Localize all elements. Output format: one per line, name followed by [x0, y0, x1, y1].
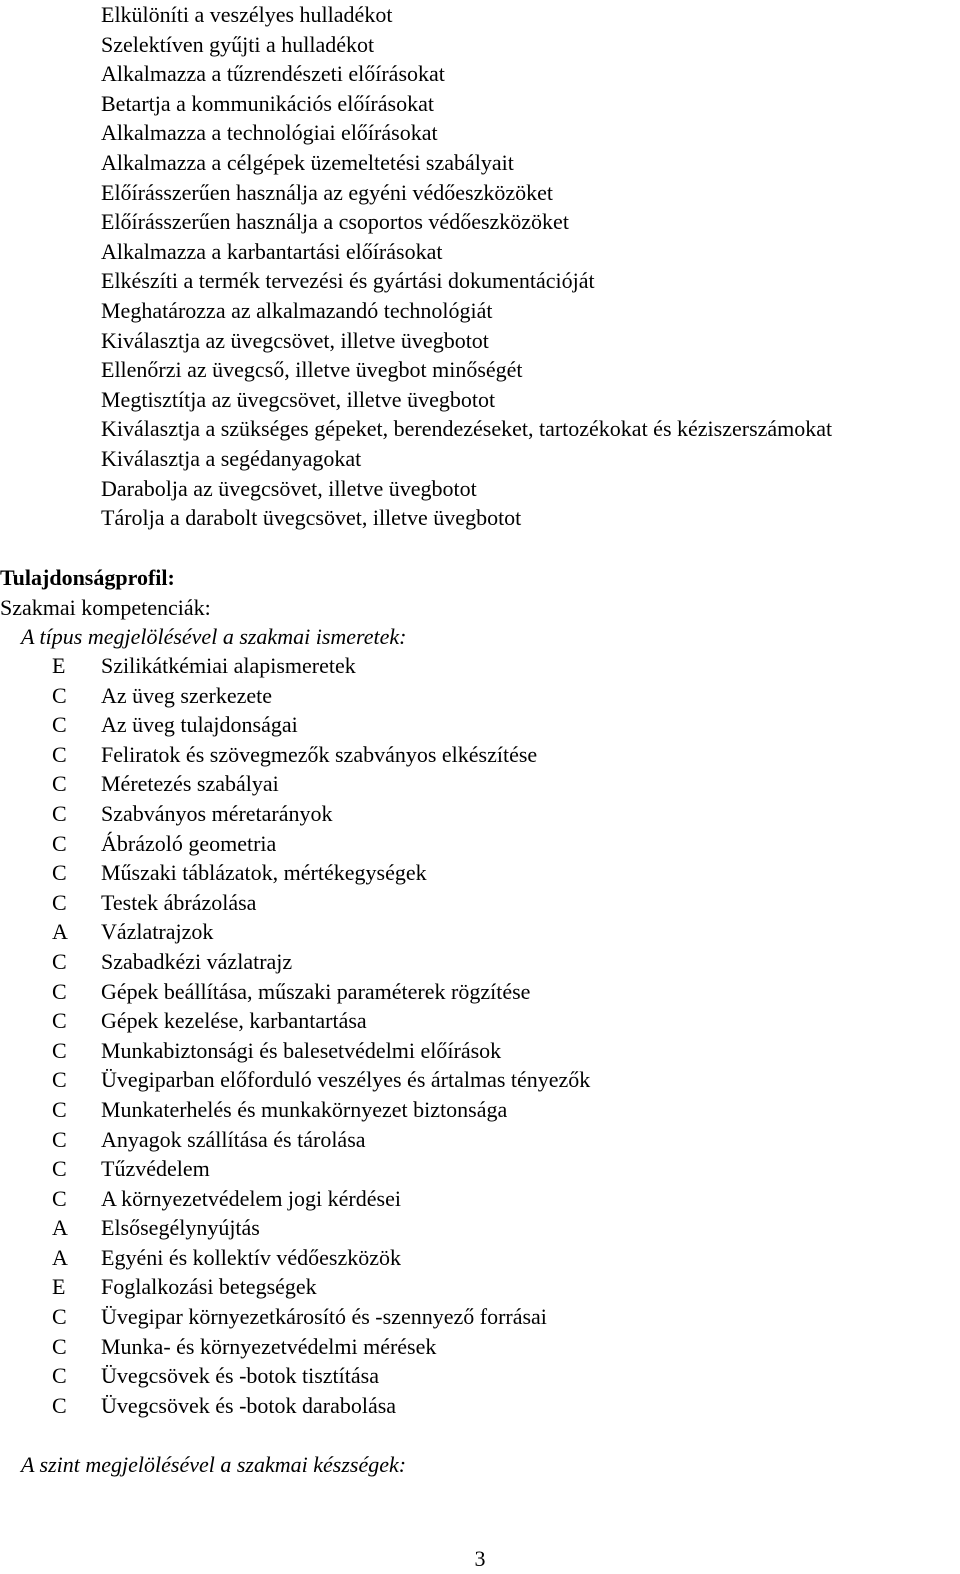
- task-item: Szelektíven gyűjti a hulladékot: [101, 31, 375, 57]
- knowledge-type: C: [52, 800, 67, 826]
- task-item: Darabolja az üvegcsövet, illetve üvegbotot: [101, 475, 477, 501]
- knowledge-type: C: [52, 1392, 67, 1418]
- knowledge-type: C: [52, 1037, 67, 1063]
- knowledge-text: Feliratok és szövegmezők szabványos elkészítése: [101, 741, 538, 767]
- knowledge-type: C: [52, 830, 67, 856]
- knowledge-type: C: [52, 741, 67, 767]
- knowledge-type: C: [52, 771, 67, 797]
- knowledge-type: E: [52, 1274, 66, 1300]
- knowledge-text: Szabványos méretarányok: [101, 800, 333, 826]
- knowledge-text: Méretezés szabályai: [101, 771, 279, 797]
- knowledge-heading: A típus megjelölésével a szakmai ismeretek:: [21, 624, 407, 649]
- knowledge-text: Anyagok szállítása és tárolása: [101, 1126, 366, 1152]
- knowledge-type: C: [52, 978, 67, 1004]
- task-item: Előírásszerűen használja az egyéni védőeszközöket: [101, 179, 554, 205]
- knowledge-type: C: [52, 1156, 67, 1182]
- knowledge-text: Testek ábrázolása: [101, 889, 257, 915]
- page-number: 3: [474, 1546, 486, 1571]
- task-item: Alkalmazza a technológiai előírásokat: [101, 120, 438, 146]
- knowledge-type: C: [52, 889, 67, 915]
- task-item: Alkalmazza a tűzrendészeti előírásokat: [101, 61, 445, 87]
- task-item: Elkülöníti a veszélyes hulladékot: [101, 2, 393, 27]
- task-item: Elkészíti a termék tervezési és gyártási dokumentációját: [101, 268, 595, 294]
- task-list: [101, 0, 832, 533]
- knowledge-type: C: [52, 860, 67, 886]
- knowledge-text: Ábrázoló geometria: [101, 830, 277, 856]
- knowledge-text: Gépek kezelése, karbantartása: [101, 1008, 367, 1034]
- knowledge-text: Elsősegélynyújtás: [101, 1215, 260, 1241]
- knowledge-text: Munka- és környezetvédelmi mérések: [101, 1333, 437, 1359]
- task-item: Kiválasztja a szükséges gépeket, berendezéseket, tartozékokat és kéziszerszámokat: [101, 416, 833, 442]
- knowledge-type: C: [52, 1333, 67, 1359]
- task-item: Ellenőrzi az üvegcső, illetve üvegbot minőségét: [101, 357, 523, 383]
- knowledge-type: C: [52, 948, 67, 974]
- knowledge-text: Üvegipar környezetkárosító és -szennyező forrásai: [101, 1304, 547, 1330]
- knowledge-type: C: [52, 1304, 67, 1330]
- knowledge-text: Az üveg tulajdonságai: [101, 712, 298, 738]
- knowledge-text: Gépek beállítása, műszaki paraméterek rögzítése: [101, 978, 531, 1004]
- knowledge-text: Vázlatrajzok: [101, 919, 214, 945]
- task-item: Megtisztítja az üvegcsövet, illetve üvegbotot: [101, 386, 496, 412]
- knowledge-type: C: [52, 712, 67, 738]
- knowledge-text: Üvegiparban előforduló veszélyes és ártalmas tényezők: [101, 1067, 591, 1093]
- knowledge-type: A: [52, 1244, 68, 1270]
- knowledge-type: C: [52, 1008, 67, 1034]
- knowledge-text: Az üveg szerkezete: [101, 682, 273, 708]
- knowledge-text: Egyéni és kollektív védőeszközök: [101, 1244, 401, 1270]
- knowledge-text: Üvegcsövek és -botok darabolása: [101, 1392, 397, 1418]
- knowledge-type: C: [52, 1067, 67, 1093]
- knowledge-type: C: [52, 1363, 67, 1389]
- knowledge-type: A: [52, 919, 68, 945]
- competencies-heading: Szakmai kompetenciák:: [0, 595, 211, 620]
- task-item: Meghatározza az alkalmazandó technológiát: [101, 297, 493, 323]
- knowledge-type: C: [52, 1185, 67, 1211]
- knowledge-type: C: [52, 1126, 67, 1152]
- task-item: Előírásszerűen használja a csoportos védőeszközöket: [101, 209, 569, 235]
- task-item: Betartja a kommunikációs előírásokat: [101, 90, 434, 116]
- task-item: Kiválasztja az üvegcsövet, illetve üvegbotot: [101, 327, 489, 353]
- knowledge-text: Szabadkézi vázlatrajz: [101, 948, 293, 974]
- task-item: Tárolja a darabolt üvegcsövet, illetve üvegbotot: [101, 505, 522, 531]
- knowledge-type: E: [52, 653, 66, 678]
- profile-heading: Tulajdonságprofil:: [0, 565, 175, 590]
- knowledge-text: Munkabiztonsági és balesetvédelmi előírások: [101, 1037, 502, 1063]
- knowledge-text: Foglalkozási betegségek: [101, 1274, 317, 1300]
- skills-heading: A szint megjelölésével a szakmai készségek:: [21, 1452, 407, 1477]
- task-item: Alkalmazza a karbantartási előírásokat: [101, 238, 443, 264]
- task-item: Kiválasztja a segédanyagokat: [101, 445, 362, 471]
- knowledge-text: Üvegcsövek és -botok tisztítása: [101, 1363, 379, 1389]
- task-item: Alkalmazza a célgépek üzemeltetési szabályait: [101, 149, 514, 175]
- knowledge-text: Műszaki táblázatok, mértékegységek: [101, 860, 427, 886]
- knowledge-type: A: [52, 1215, 68, 1241]
- knowledge-type: C: [52, 682, 67, 708]
- knowledge-text: Szilikátkémiai alapismeretek: [101, 653, 356, 678]
- knowledge-text: Tűzvédelem: [101, 1156, 210, 1182]
- knowledge-text: A környezetvédelem jogi kérdései: [101, 1185, 401, 1211]
- knowledge-text: Munkaterhelés és munkakörnyezet biztonsága: [101, 1096, 508, 1122]
- knowledge-type: C: [52, 1096, 67, 1122]
